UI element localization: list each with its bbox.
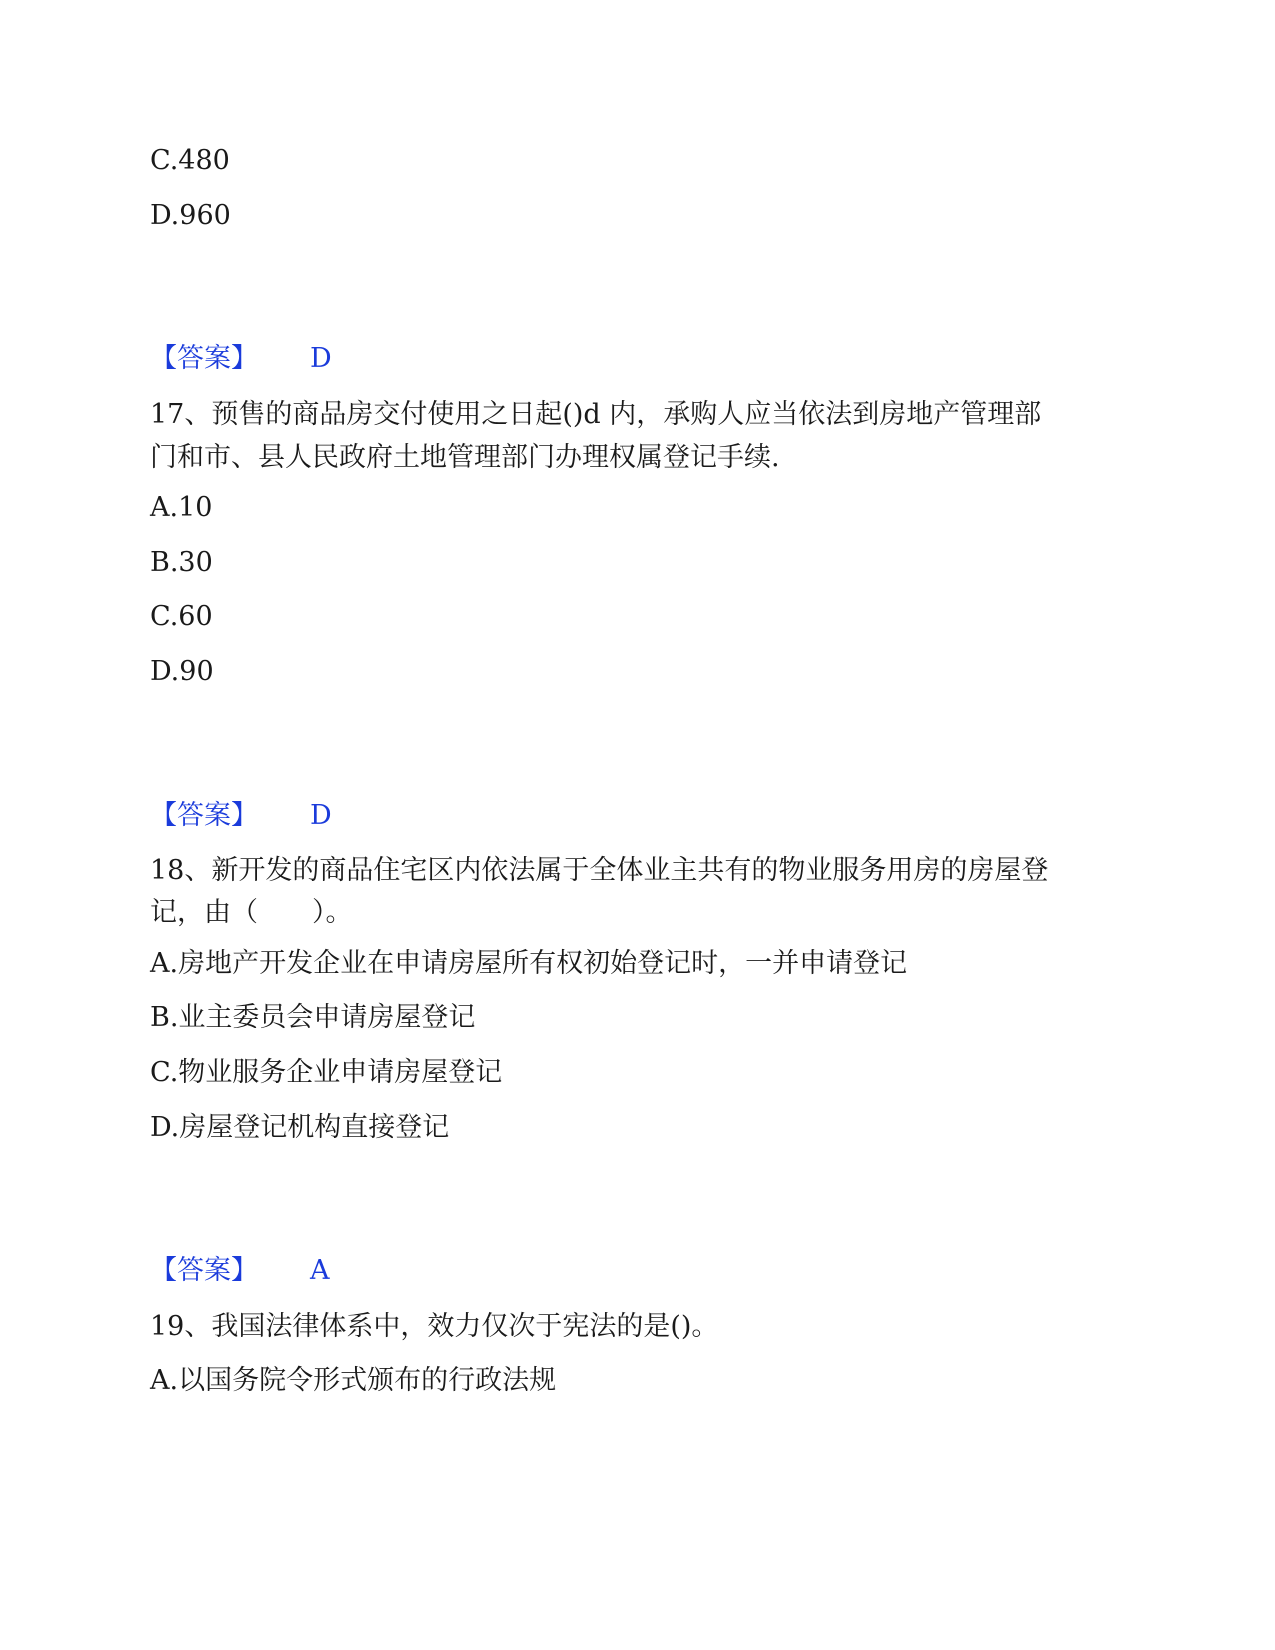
option-a: A.10	[150, 492, 213, 523]
option-a: A.房地产开发企业在申请房屋所有权初始登记时，一并申请登记	[150, 948, 908, 979]
answer-block	[150, 342, 332, 376]
question-17-text-cont: 门和市、县人民政府土地管理部门办理权属登记手续.	[150, 442, 780, 473]
question-17-text: 17、预售的商品房交付使用之日起()d 内，承购人应当依法到房地产管理部	[150, 399, 1042, 430]
option-d: D.960	[150, 200, 231, 231]
question-18-text-cont: 记，由（ ）。	[150, 897, 353, 928]
option-c: C.480	[150, 145, 230, 176]
answer-value: D	[310, 343, 332, 374]
option-d: D.房屋登记机构直接登记	[150, 1112, 450, 1143]
option-b: B.业主委员会申请房屋登记	[150, 1002, 476, 1033]
option-c: C.60	[150, 601, 213, 632]
option-d: D.90	[150, 656, 214, 687]
option-b: B.30	[150, 547, 213, 578]
answer-block	[150, 799, 332, 833]
question-19-text: 19、我国法律体系中，效力仅次于宪法的是()。	[150, 1311, 719, 1342]
answer-label: 【答案】	[150, 1255, 258, 1286]
answer-value: A	[310, 1255, 330, 1286]
answer-label: 【答案】	[150, 800, 258, 831]
option-a: A.以国务院令形式颁布的行政法规	[150, 1365, 557, 1396]
option-c: C.物业服务企业申请房屋登记	[150, 1057, 503, 1088]
answer-label: 【答案】	[150, 343, 258, 374]
question-18-text: 18、新开发的商品住宅区内依法属于全体业主共有的物业服务用房的房屋登	[150, 855, 1049, 886]
answer-block	[150, 1254, 330, 1288]
answer-value: D	[310, 800, 332, 831]
